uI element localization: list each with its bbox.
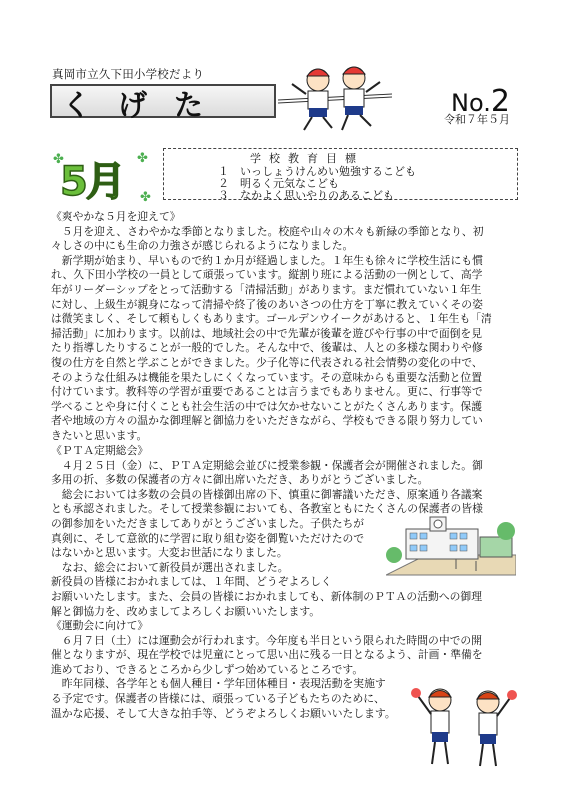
section-line: 温かな応援、そして大きな拍手等、どうぞよろしくお願いいたします。 — [51, 706, 396, 720]
school-building-illustration — [386, 515, 516, 577]
section-line: 年がリーダーシップをとって活動する「清掃活動」があります。まだ慣れていない１年生 — [51, 282, 482, 296]
section-line: 者や地域の方々の温かな御理解と御協力をいただきながら、学校もできる限り努力してい — [51, 414, 483, 428]
section-heading: 《爽やかな５月を迎えて》 — [51, 210, 181, 223]
section-line: たり指導したりすることが一般的でした。そんな中で、後輩は、人との多様な関わりや修 — [51, 341, 483, 355]
section-line: ５月を迎え、さわやかな季節となりました。校庭や山々の木々も新緑の季節となり、初 — [51, 224, 484, 238]
section-line: ６月７日（土）には運動会が行われます。今年度も半日という限られた時間の中での開 — [51, 633, 483, 647]
section-line: ４月２５日（金）に、ＰＴＡ定期総会並びに授業参観・保護者会が開催されました。御 — [51, 458, 483, 472]
section-line: に対し、上級生が親身になって清掃や終了後のあいさつの仕方を丁寧に教えていくその姿 — [51, 297, 483, 311]
section-line: れ、久下田小学校の一員として頑張っています。縦割り班による活動の一例として、高学 — [51, 268, 483, 282]
section-line: とも承認されました。そして授業参観においても、各教室ともにたくさんの保護者の皆様 — [51, 502, 483, 516]
section-line: は微笑ましく、そして頼もしくもあります。ゴールデンウイークがあけると、１年生も「清 — [51, 312, 492, 326]
goal-item: １ いっしょうけんめい勉強するこども — [218, 165, 416, 178]
section-line: 昨年同様、各学年とも個人種目・学年団体種目・表現活動を実施す — [51, 677, 386, 691]
section-line: 々しさの中にも生命の力強さが感じられるようになりました。 — [51, 239, 354, 253]
section-line: 総会においては多数の会員の皆様御出席の下、慎重に御審議いただき、原案通り各議案 — [51, 487, 483, 501]
section-line: 復の仕方を自然と学ぶことができました。少子化等に代表される社会情勢の変化の中で、 — [51, 355, 483, 369]
cheering-children-illustration — [410, 684, 520, 770]
section-heading: 《ＰＴＡ定期総会》 — [51, 444, 149, 457]
section-line: 付けています。教科等の学習が重要であることは言うまでもありません。更に、行事等で — [51, 385, 483, 399]
section-line: る予定です。保護者の皆様には、頑張っている子どもたちのために、 — [51, 691, 385, 705]
section-line: そのような仕組みは機能を果たしにくくなっています。その意味からも重要な活動と位置 — [51, 370, 483, 384]
section-greeting — [51, 210, 523, 444]
issue-date: 令和７年５月 — [444, 113, 510, 126]
section-line: 真剣に、そして意欲的に学習に取り組む姿を御覧いただけたので — [51, 531, 365, 545]
issue-number: No.2 — [451, 84, 510, 119]
goals-title: 学校教育目標 — [250, 152, 364, 165]
section-line: 新役員の皆様におかれましては、１年間、どうぞよろしく — [51, 575, 332, 589]
section-line: 解と御協力を、改めましてよろしくお願いいたします。 — [51, 604, 321, 618]
goal-item: ２ 明るく元気なこども — [218, 177, 339, 190]
newsletter-title: くげた — [62, 88, 231, 122]
section-line: 進めており、できるところから少しずつ始めているところです。 — [51, 662, 364, 676]
month-emblem: 5月 — [60, 159, 124, 205]
section-heading: 《運動会に向けて》 — [51, 619, 149, 632]
section-line: はないかと思います。大変お世話になりました。 — [51, 546, 288, 560]
section-line: 催となりますが、現在学校では児童にとって思い出に残る一日となるよう、計画・準備を — [51, 648, 483, 662]
section-line: きたいと思います。 — [51, 428, 148, 442]
clover-icon: ✤ — [137, 151, 148, 166]
clover-icon: ✤ — [140, 190, 151, 205]
goal-item: ３ なかよく思いやりのあるこども — [218, 189, 394, 202]
school-name: 真岡市立久下田小学校だより — [52, 67, 205, 81]
section-line: お願いいたします。また、会員の皆様におかれましても、新体制のＰＴＡの活動への御理 — [51, 589, 483, 603]
clover-icon: ✤ — [53, 152, 64, 167]
section-line: 学べることや身に付くことも社会生活の中では欠かせないことがたくさんあります。保護 — [51, 399, 483, 413]
section-line: 多用の折、多数の保護者の方々に御出席いただき、ありがとうございました。 — [51, 473, 429, 487]
section-line: 掃活動」に加わります。以前は、地域社会の中で先輩が後輩を遊びや行事の中で面倒を見 — [51, 326, 483, 340]
section-line: 新学期が始まり、早いもので約１か月が経過しました。１年生も徐々に学校生活にも慣 — [51, 253, 483, 267]
section-line: の御参加をいただきましてありがとうございました。子供たちが — [51, 516, 365, 530]
section-line: なお、総会において新役員が選出されました。 — [51, 560, 289, 574]
runners-illustration — [276, 60, 394, 134]
